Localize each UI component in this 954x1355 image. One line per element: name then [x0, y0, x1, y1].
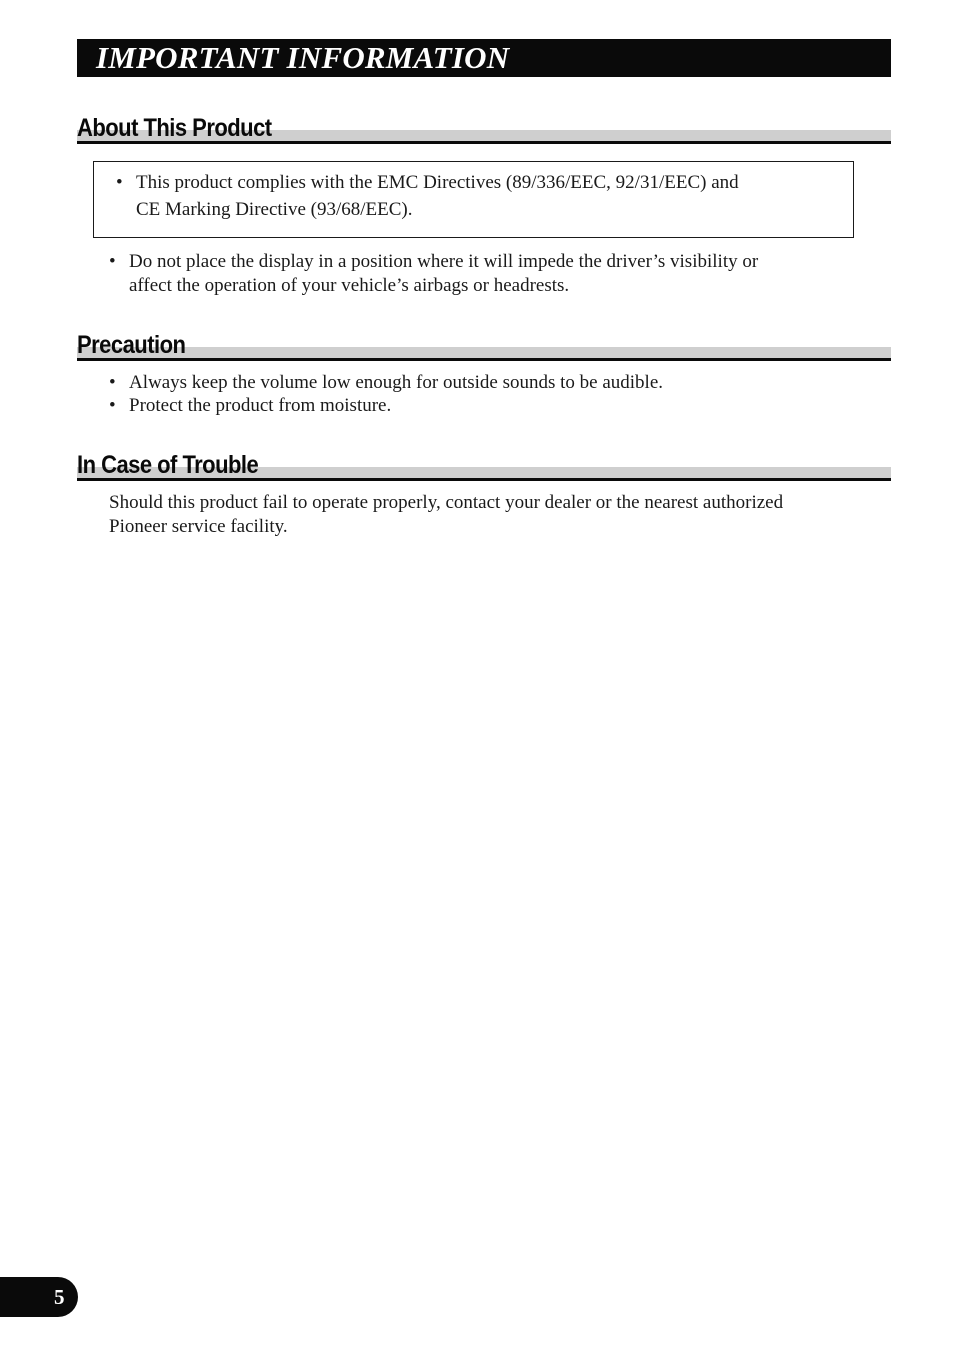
bullet-marker: •: [109, 251, 116, 272]
heading-label-precaution: Precaution: [77, 331, 186, 359]
page-title: IMPORTANT INFORMATION: [96, 40, 510, 75]
heading-label-trouble: In Case of Trouble: [77, 451, 259, 479]
page-title-bar: [77, 39, 891, 77]
page-number-tab: [0, 1277, 78, 1317]
section-heading-about: [77, 113, 891, 149]
bullet-marker: •: [109, 395, 116, 416]
compliance-text-line-2: CE Marking Directive (93/68/EEC).: [136, 199, 413, 220]
heading-label-about: About This Product: [77, 114, 272, 142]
heading-shade-bar: [77, 347, 891, 358]
heading-rule: [77, 358, 891, 361]
trouble-text-line-2: Pioneer service facility.: [109, 516, 288, 537]
precaution-item: Always keep the volume low enough for outside sounds to be audible.: [129, 372, 664, 393]
section-heading-precaution: [77, 330, 891, 366]
trouble-text-line-1: Should this product fail to operate properly, contact your dealer or the nearest authorized: [109, 492, 784, 513]
bullet-marker: •: [116, 172, 123, 193]
page-number: 5: [54, 1285, 65, 1309]
display-warning-line-1: Do not place the display in a position where it will impede the driver’s visibility or: [129, 251, 759, 272]
bullet-marker: •: [109, 372, 116, 393]
compliance-text-line-1: This product complies with the EMC Directives (89/336/EEC, 92/31/EEC) and: [136, 172, 739, 193]
display-warning-line-2: affect the operation of your vehicle’s airbags or headrests.: [129, 275, 570, 296]
section-heading-trouble: [77, 450, 891, 486]
precaution-item: Protect the product from moisture.: [129, 395, 392, 416]
